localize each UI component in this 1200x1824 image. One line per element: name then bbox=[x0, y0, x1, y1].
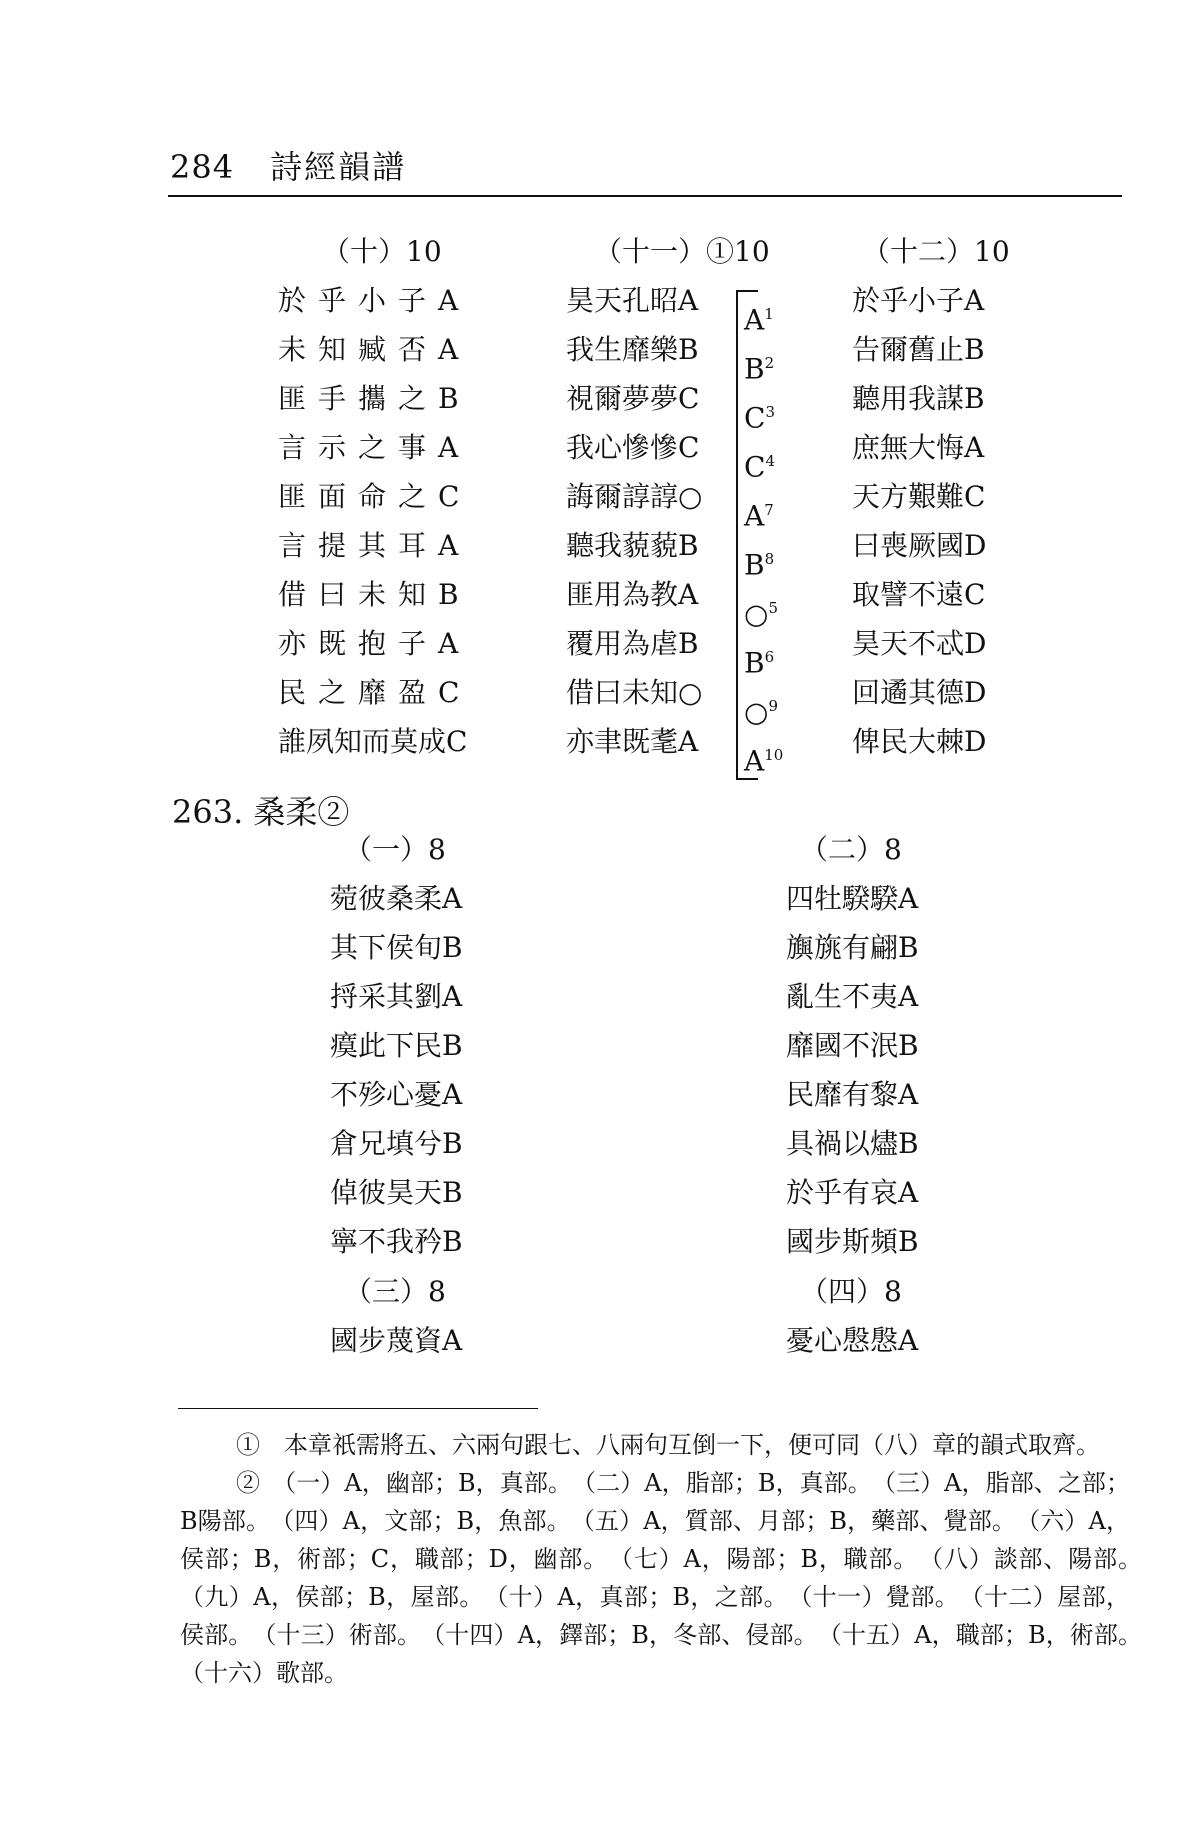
verse-line: 不殄心憂A bbox=[330, 1078, 463, 1111]
stanza-heading: （二）8 bbox=[800, 833, 902, 866]
stanza-10 bbox=[278, 228, 471, 766]
stanza-4 bbox=[786, 1268, 918, 1365]
stanza-heading: （三）8 bbox=[344, 1275, 446, 1308]
stanza-heading: （十二）10 bbox=[862, 235, 1010, 268]
verse-line: 我生靡樂B bbox=[566, 333, 699, 366]
verse-line: 回遹其德D bbox=[852, 676, 987, 709]
footnote-rule bbox=[178, 1408, 538, 1409]
verse-line: 亂生不夷A bbox=[786, 980, 919, 1013]
book-title: 詩經韻譜 bbox=[270, 148, 407, 186]
verse-line: 匪用為教A bbox=[566, 578, 699, 611]
verse-line: 言示之事A bbox=[278, 431, 471, 464]
reorder-marks bbox=[736, 290, 783, 780]
stanza-12 bbox=[852, 228, 1010, 766]
page-header bbox=[170, 142, 406, 188]
verse-line: 捋采其劉A bbox=[330, 980, 463, 1013]
verse-line: 瘼此下民B bbox=[330, 1029, 463, 1062]
verse-line: 憂心慇慇A bbox=[786, 1324, 919, 1357]
verse-line: 聽我藐藐B bbox=[566, 529, 699, 562]
verse-line: 倉兄填兮B bbox=[330, 1127, 463, 1160]
stanza-2 bbox=[786, 826, 919, 1266]
verse-line: 國步斯頻B bbox=[786, 1225, 919, 1258]
verse-line: 庶無大悔A bbox=[852, 431, 985, 464]
verse-line: 誰夙知而莫成C bbox=[278, 725, 468, 758]
section-title: 263. 桑柔② bbox=[172, 793, 350, 831]
reorder-mark: ○$^5$ bbox=[744, 597, 778, 631]
footnotes bbox=[180, 1426, 1154, 1692]
reorder-mark: $C^4$ bbox=[744, 450, 775, 484]
bracket-bottom bbox=[736, 778, 758, 780]
stanza-heading: （十）10 bbox=[322, 235, 442, 268]
verse-line: 於乎小子A bbox=[852, 284, 985, 317]
verse-line: 民之靡盈C bbox=[278, 676, 472, 709]
reorder-mark: $A^{10}$ bbox=[744, 744, 784, 778]
footnote-1: ① 本章祇需將五、六兩句跟七、八兩句互倒一下，便可同（八）章的韻式取齊。 bbox=[236, 1431, 1100, 1459]
verse-line: 取譬不遠C bbox=[852, 578, 986, 611]
verse-line: 未知臧否A bbox=[278, 333, 471, 366]
verse-line: 借曰未知B bbox=[278, 578, 471, 611]
verse-line: 菀彼桑柔A bbox=[330, 882, 463, 915]
verse-line: 借曰未知○ bbox=[566, 676, 703, 709]
verse-line: 亦既抱子A bbox=[278, 627, 471, 660]
verse-line: 聽用我謀B bbox=[852, 382, 985, 415]
verse-line: 覆用為虐B bbox=[566, 627, 699, 660]
reorder-mark: $B^6$ bbox=[744, 646, 775, 680]
verse-line: 天方艱難C bbox=[852, 480, 986, 513]
verse-line: 匪手攜之B bbox=[278, 382, 471, 415]
verse-line: 我心慘慘C bbox=[566, 431, 700, 464]
verse-line: 曰喪厥國D bbox=[852, 529, 987, 562]
verse-line: 倬彼昊天B bbox=[330, 1176, 463, 1209]
verse-line: 靡國不泯B bbox=[786, 1029, 919, 1062]
reorder-mark: ○$^9$ bbox=[744, 695, 778, 729]
stanza-heading: （四）8 bbox=[800, 1275, 902, 1308]
reorder-mark: $B^2$ bbox=[744, 352, 775, 386]
verse-line: 四牡騤騤A bbox=[786, 882, 919, 915]
page-number: 284 bbox=[170, 148, 235, 186]
verse-line: 具禍以燼B bbox=[786, 1127, 919, 1160]
stanza-3 bbox=[330, 1268, 462, 1365]
verse-line: 旟旐有翩B bbox=[786, 931, 919, 964]
verse-line: 告爾舊止B bbox=[852, 333, 985, 366]
reorder-mark: $C^3$ bbox=[744, 401, 775, 435]
verse-line: 亦聿既耄A bbox=[566, 725, 699, 758]
stanza-heading: （十一）①10 bbox=[594, 235, 770, 268]
verse-line: 誨爾諄諄○ bbox=[566, 480, 703, 513]
verse-line: 昊天不忒D bbox=[852, 627, 987, 660]
reorder-mark: $A^7$ bbox=[744, 499, 774, 533]
verse-line: 其下侯旬B bbox=[330, 931, 463, 964]
verse-line: 視爾夢夢C bbox=[566, 382, 700, 415]
verse-line: 國步蔑資A bbox=[330, 1324, 463, 1357]
verse-line: 於乎小子A bbox=[278, 284, 471, 317]
bracket-top bbox=[736, 290, 758, 292]
stanza-heading: （一）8 bbox=[344, 833, 446, 866]
header-rule bbox=[168, 195, 1122, 197]
verse-line: 俾民大棘D bbox=[852, 725, 987, 758]
verse-line: 民靡有黎A bbox=[786, 1078, 919, 1111]
verse-line: 於乎有哀A bbox=[786, 1176, 919, 1209]
verse-line: 昊天孔昭A bbox=[566, 284, 699, 317]
stanza-1 bbox=[330, 826, 463, 1266]
verse-line: 寧不我矜B bbox=[330, 1225, 463, 1258]
verse-line: 匪面命之C bbox=[278, 480, 472, 513]
verse-line: 言提其耳A bbox=[278, 529, 471, 562]
reorder-mark: $A^1$ bbox=[744, 303, 774, 337]
footnote-2: ② （一）A，幽部；B，真部。 （二）A，脂部；B，真部。 （三）A，脂部、之部；B陽部。 （四）A，文部；B，魚部。 （五）A，質部、月部；B，藥部、覺部。 （六）A，侯部；B，術部；C，職部；D，幽部。 （七）A，陽部；B，職部。 （八）談部、陽部。 （九）A，侯部；B，屋部。 （十）A，真部；B，之部。 （十一）覺部。 （十二）屋部，侯部。 （十三）術部。 （十四）A，鐸部；B，冬部、侵部。 （十五）A，職部；B，術部。 （十六）歌部。 bbox=[180, 1469, 1154, 1687]
reorder-mark: $B^8$ bbox=[744, 548, 775, 582]
